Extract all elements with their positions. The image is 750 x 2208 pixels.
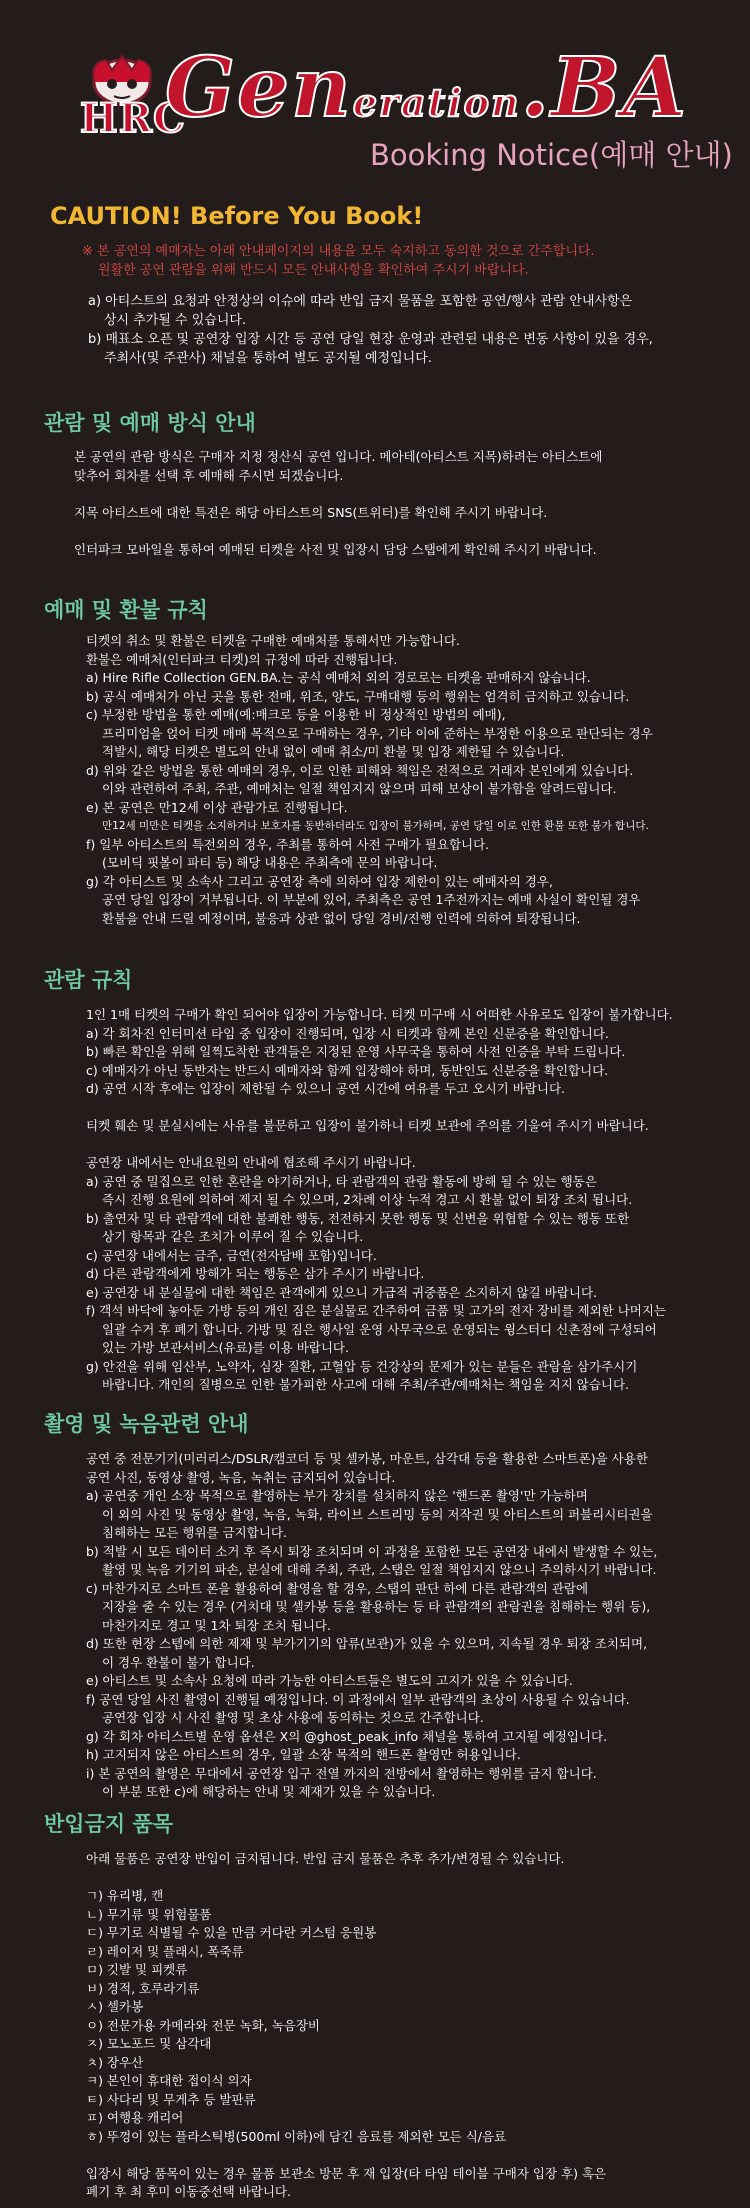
text-line: 지장을 줄 수 있는 경우 (거치대 및 셀카봉 등을 활용하는 등 타 관람객의 관람권을 침해하는 행위 등),: [102, 1599, 651, 1614]
text-line: 티켓 훼손 및 분실시에는 사유를 불문하고 입장이 불가하니 티켓 보관에 주의를 기울여 주시기 바랍니다.: [86, 1118, 649, 1133]
text-line: ㄹ) 레이저 및 플래시, 폭죽류: [86, 1943, 244, 1959]
text-line: 아래 물품은 공연장 반입이 금지됩니다. 반입 금지 물품은 추후 추가/변경될 수 있습니다.: [86, 1851, 565, 1866]
text-line: 마찬가지로 경고 및 1차 퇴장 조치 됩니다.: [102, 1617, 331, 1633]
text-line: ㅇ) 전문가용 카메라와 전문 녹화, 녹음장비: [86, 2017, 320, 2033]
text-line: ㅁ) 깃발 및 피켓류: [86, 1962, 188, 1977]
text-line: 이 부분 또한 c)에 해당하는 안내 및 제재가 있을 수 있습니다.: [102, 1784, 436, 1799]
text-line: b) 적발 시 모든 데이터 소거 후 즉시 퇴장 조치되며 이 과정을 포함한 모든 공연장 내에서 발생할 수 있는,: [86, 1543, 658, 1559]
text-line: a) 공연중 개인 소장 목적으로 촬영하는 부가 장치를 설치하지 않은 '핸드폰 촬영'만 가능하며: [86, 1488, 588, 1503]
text-line: [86, 1099, 726, 1118]
section-body-viewing-booking: [74, 448, 714, 559]
text-line: f) 객석 바닥에 놓아둔 가방 등의 개인 짐은 분실물로 간주하여 금품 및 고가의 전자 장비를 제외한 나머지는: [86, 1303, 667, 1318]
text-line: 본 공연의 관람 방식은 구매자 지정 정산식 공연 입니다. 메아테(아티스트 지목)하려는 아티스트에: [74, 449, 603, 464]
text-line: 공연 사진, 동영상 촬영, 녹음, 녹취는 금지되어 있습니다.: [86, 1469, 396, 1485]
text-line: 공연장 내에서는 안내요원의 안내에 협조해 주시기 바랍니다.: [86, 1155, 416, 1170]
title-part-eration: eration: [352, 80, 521, 125]
caution-note: [82, 242, 722, 280]
text-line: 공연 중 전문기기(미러리스/DSLR/캠코더 등 및 셀카봉, 마운트, 삼각대 등을 활용한 스마트폰)을 사용한: [86, 1451, 648, 1466]
text-line: h) 고지되지 않은 아티스트의 경우, 일괄 소장 목적의 핸드폰 촬영만 허용입니다.: [86, 1747, 521, 1762]
section-body-viewing-rules: [86, 1006, 726, 1395]
text-line: 바랍니다. 개인의 질병으로 인한 불가피한 사고에 대해 주최/주관/예매처는 책임을 지지 않습니다.: [102, 1377, 630, 1392]
text-line: 환불은 예매처(인터파크 티켓)의 규정에 따라 진행됩니다.: [86, 651, 398, 667]
text-line: 만12세 미만은 티켓을 소지하거나 보호자를 동반하더라도 입장이 불가하며, 공연 당일 이로 인한 환불 또한 불가 합니다.: [102, 820, 649, 832]
text-line: 이 경우 환불이 불가 합니다.: [102, 1654, 255, 1670]
text-line: ㄴ) 무기류 및 위험물품: [86, 1906, 212, 1922]
text-line: b) 빠른 확인을 위해 일찍도착한 관객들은 지정된 운영 사무국을 통하여 사전 인증을 부탁 드립니다.: [86, 1044, 626, 1059]
text-line: ㅋ) 본인이 휴대한 접이식 의자: [86, 2073, 252, 2088]
caution-note-line: ※ 본 공연의 예매자는 아래 안내페이지의 내용을 모두 숙지하고 동의한 것으로 간주합니다.: [82, 244, 595, 259]
caution-list: [88, 292, 708, 368]
text-line: [86, 1136, 726, 1155]
section-title-filming: 촬영 및 녹음관련 안내: [44, 1412, 249, 1436]
text-line: f) 공연 당일 사진 촬영이 진행될 예정입니다. 이 과정에서 일부 관람객의 초상이 사용될 수 있습니다.: [86, 1691, 630, 1707]
text-line: 티켓의 취소 및 환불은 티켓을 구매한 예매처를 통해서만 가능합니다.: [86, 633, 460, 648]
section-body-filming: [86, 1450, 726, 1802]
text-line: 일괄 수거 후 폐기 합니다. 가방 및 짐은 행사일 운영 사무국으로 운영되는 윙스터디 신촌점에 구성되어: [102, 1321, 657, 1337]
caution-title: CAUTION! Before You Book!: [50, 202, 424, 230]
text-line: 있는 가방 보관서비스(유료)를 이용 바랍니다.: [102, 1340, 349, 1355]
page-subtitle: Booking Notice(예매 안내): [370, 138, 733, 172]
text-line: a) 공연 중 밀집으로 인한 혼란을 야기하거나, 타 관람객의 관람 활동에 방해 될 수 있는 행동은: [86, 1173, 597, 1189]
text-line: 지목 아티스트에 대한 특전은 해당 아티스트의 SNS(트위터)를 확인해 주시기 바랍니다.: [74, 504, 548, 520]
text-line: a) Hire Rifle Collection GEN.BA.는 공식 예매처 외의 경로로는 티켓을 판매하지 않습니다.: [86, 670, 591, 685]
section-body-refund-rules: [86, 632, 726, 928]
text-line: ㅈ) 모노포드 및 삼각대: [86, 2036, 212, 2051]
text-line: ㅊ) 장우산: [86, 2054, 144, 2070]
text-line: g) 안전을 위해 임산부, 노약자, 심장 질환, 고혈압 등 건강상의 문제가 있는 분들은 관람을 삼가주시기: [86, 1358, 638, 1374]
section-title-viewing-rules: 관람 규칙: [44, 968, 133, 992]
text-line: 촬영 및 녹음 기기의 파손, 분실에 대해 주최, 주관, 스탭은 일절 책임지지 않으니 주의하시기 바랍니다.: [102, 1562, 657, 1577]
text-line: 폐기 후 최 후미 이동중선택 바랍니다.: [86, 2184, 291, 2199]
section-title-prohibited-items: 반입금지 품목: [44, 1812, 174, 1836]
header: [0, 0, 750, 180]
text-line: ㅂ) 경적, 호루라기류: [86, 1980, 200, 1996]
text-line: 인터파크 모바일을 통하여 예매된 티켓을 사전 및 입장시 담당 스탭에게 확인해 주시기 바랍니다.: [74, 541, 597, 557]
text-line: ㅎ) 뚜껑이 있는 플라스틱병(500ml 이하)에 담긴 음료를 제외한 모든 식/음료: [86, 2128, 507, 2144]
text-line: ㅌ) 사다리 및 무게추 등 발판류: [86, 2091, 256, 2107]
text-line: g) 각 아티스트 및 소속사 그리고 공연장 측에 의하여 입장 제한이 있는 예매자의 경우,: [86, 873, 553, 889]
text-line: f) 일부 아티스트의 특전외의 경우, 주최를 통하여 사전 구매가 필요합니다.: [86, 836, 490, 852]
text-line: c) 부정한 방법을 통한 예매(예:매크로 등을 이용한 비 정상적인 방법의 예매),: [86, 707, 506, 722]
text-line: 적발시, 해당 티켓은 별도의 안내 없이 예매 취소/미 환불 및 입장 제한될 수 있습니다.: [102, 744, 565, 759]
text-line: ㄷ) 무기로 식별될 수 있을 만큼 커다란 커스텀 응원봉: [86, 1925, 377, 1940]
text-line: g) 각 회차 아티스트별 운영 옵션은 X의 @ghost_peak_info 채널을 통하여 고지될 예정입니다.: [86, 1728, 608, 1744]
title-part-ba: .BA: [520, 40, 689, 136]
section-body-prohibited-items: [86, 1850, 726, 2202]
text-line: [74, 522, 714, 541]
text-line: [74, 485, 714, 504]
text-line: c) 공연장 내에서는 금주, 금연(전자담배 포함)입니다.: [86, 1247, 377, 1263]
text-line: e) 공연장 내 분실물에 대한 책임은 관객에게 있으니 가급적 귀중품은 소지하지 않길 바랍니다.: [86, 1284, 597, 1300]
text-line: b) 공식 예매처가 아닌 곳을 통한 전매, 위조, 양도, 구매대행 등의 행위는 엄격히 금지하고 있습니다.: [86, 688, 630, 704]
title-part-gen: Gen: [165, 40, 353, 136]
section-title-viewing-booking: 관람 및 예매 방식 안내: [44, 411, 256, 435]
text-line: 맞추어 회차를 선택 후 예매해 주시면 되겠습니다.: [74, 467, 344, 483]
text-line: c) 예매자가 아닌 동반자는 반드시 예매자와 함께 입장해야 하며, 동반인도 신분증을 확인합니다.: [86, 1062, 609, 1078]
text-line: d) 공연 시작 후에는 입장이 제한될 수 있으니 공연 시간에 여유를 두고 오시기 바랍니다.: [86, 1081, 565, 1096]
caution-item: a) 아티스트의 요청과 안정상의 이슈에 따라 반입 금지 물품을 포함한 공연/행사 관람 안내사항은: [88, 294, 633, 309]
text-line: 프리미엄을 얹어 티켓 매매 목적으로 구매하는 경우, 기타 이에 준하는 부정한 이용으로 판단되는 경우: [102, 725, 653, 741]
text-line: d) 다른 관람객에게 방해가 되는 행동은 삼가 주시기 바랍니다.: [86, 1266, 425, 1281]
text-line: (모비딕 핏볼이 파티 등) 해당 내용은 주최측에 문의 바랍니다.: [102, 855, 438, 870]
page-title: [165, 40, 688, 136]
caution-item: 주최사(및 주관사) 채널을 통하여 별도 공지될 예정입니다.: [104, 351, 432, 366]
text-line: d) 또한 현장 스텝에 의한 제재 및 부가기기의 압류(보관)가 있을 수 있으며, 지속될 경우 퇴장 조치되며,: [86, 1636, 648, 1651]
text-line: 공연장 입장 시 사진 촬영 및 초상 사용에 동의하는 것으로 간주합니다.: [102, 1710, 484, 1725]
text-line: 공연 당일 입장이 거부됩니다. 이 부분에 있어, 주최측은 공연 1주전까지는 예매 사실이 확인될 경우: [102, 892, 641, 907]
section-title-refund-rules: 예매 및 환불 규칙: [44, 598, 208, 622]
text-line: 1인 1매 티켓의 구매가 확인 되어야 입장이 가능합니다. 티켓 미구매 시 어떠한 사유로도 입장이 불가합니다.: [86, 1007, 673, 1022]
text-line: ㅍ) 여행용 캐리어: [86, 2110, 184, 2125]
text-line: 상기 항목과 같은 조치가 이루어 질 수 있습니다.: [102, 1229, 364, 1244]
text-line: ㄱ) 유리병, 캔: [86, 1888, 164, 1903]
hrc-logo: HRC: [80, 95, 186, 142]
text-line: e) 본 공연은 만12세 이상 관람가로 진행됩니다.: [86, 799, 348, 815]
text-line: d) 위와 같은 방법을 통한 예매의 경우, 이로 인한 피해와 책임은 전적으로 거래자 본인에게 있습니다.: [86, 762, 634, 778]
caution-item: 상시 추가될 수 있습니다.: [104, 313, 247, 328]
text-line: 이와 관련하여 주최, 주관, 예매처는 일절 책임지지 않으며 피해 보상이 불가함을 알려드립니다.: [102, 781, 617, 796]
caution-item: b) 매표소 오픈 및 공연장 입장 시간 등 공연 당일 현장 운영과 관련된 내용은 변동 사항이 있을 경우,: [88, 332, 653, 347]
text-line: c) 마찬가지로 스마트 폰을 활용하여 촬영을 할 경우, 스탭의 판단 하에 다른 관람객의 관람에: [86, 1580, 589, 1596]
text-line: b) 출연자 및 타 관람객에 대한 불쾌한 행동, 전전하지 못한 행동 및 신변을 위협할 수 있는 행동 또한: [86, 1210, 630, 1226]
text-line: [86, 1869, 726, 1888]
text-line: a) 각 회차진 인터미션 타임 중 입장이 진행되며, 입장 시 티켓과 함께 본인 신분증을 확인합니다.: [86, 1025, 609, 1041]
text-line: [86, 2146, 726, 2165]
text-line: ㅅ) 셀카봉: [86, 1999, 144, 2014]
text-line: 침해하는 모든 행위를 금지합니다.: [102, 1525, 287, 1540]
text-line: 이 외의 사진 및 동영상 촬영, 녹음, 녹화, 라이브 스트리밍 등의 저작권 및 아티스트의 퍼블리시티권을: [102, 1506, 653, 1522]
text-line: i) 본 공연의 촬영은 무대에서 공연장 입구 전열 까지의 전방에서 촬영하는 행위를 금지 합니다.: [86, 1765, 597, 1781]
text-line: e) 아티스트 및 소속사 요청에 따라 가능한 아티스트들은 별도의 고지가 있을 수 있습니다.: [86, 1673, 573, 1688]
text-line: 입장시 해당 품목이 있는 경우 물품 보관소 방문 후 재 입장(타 타임 테이블 구매자 입장 후) 혹은: [86, 2165, 607, 2181]
text-line: 즉시 진행 요원에 의하여 제지 될 수 있으며, 2차례 이상 누적 경고 시 환불 없이 퇴장 조치 됩니다.: [102, 1192, 633, 1207]
caution-note-line: 원활한 공연 관람을 위해 반드시 모든 안내사항을 확인하여 주시기 바랍니다.: [98, 263, 529, 278]
text-line: 환불을 안내 드릴 예정이며, 불응과 상관 없이 당일 경비/진행 인력에 의하여 퇴장됩니다.: [102, 910, 581, 926]
